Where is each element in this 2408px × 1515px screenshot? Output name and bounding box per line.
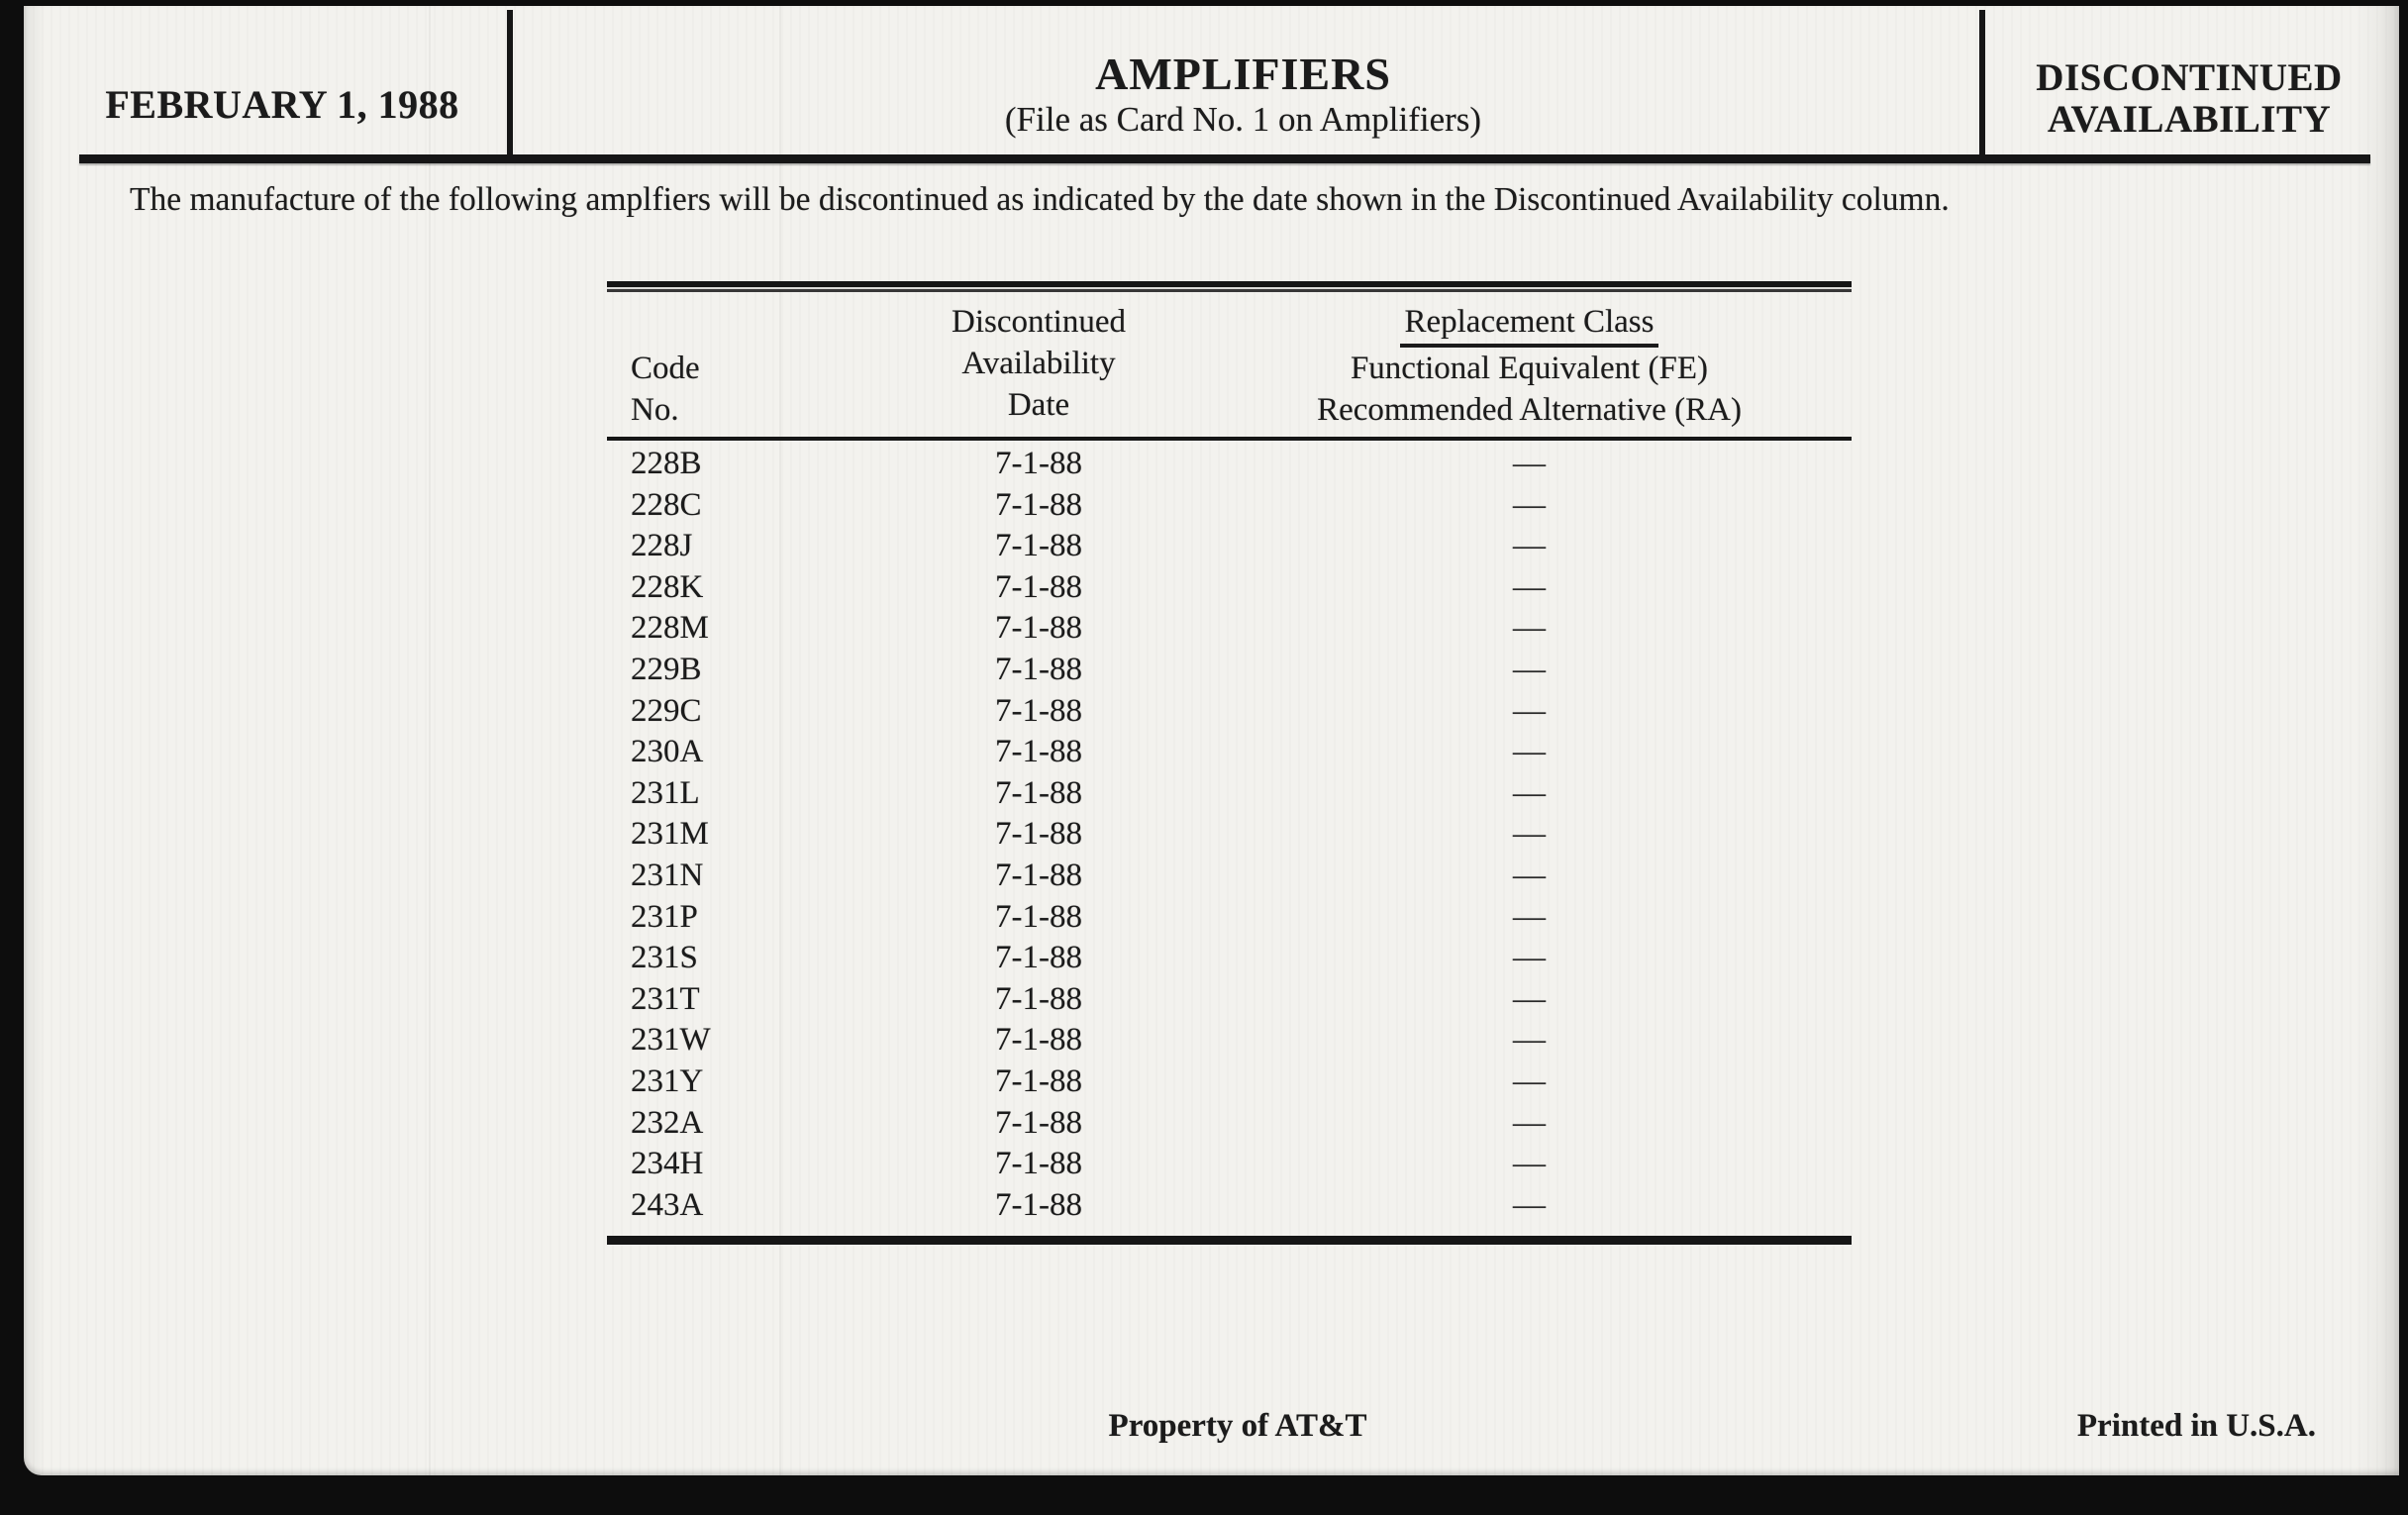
paper-card <box>24 6 2399 1475</box>
replacement-cell: — <box>1513 898 1546 935</box>
table-row <box>607 1020 1852 1061</box>
availability-date-cell: 7-1-88 <box>995 692 1082 729</box>
table-row <box>607 732 1852 773</box>
table-row <box>607 1103 1852 1145</box>
header-availability-line2: AVAILABILITY <box>2047 98 2332 142</box>
table-body <box>607 441 1852 1226</box>
printed-notice: Printed in U.S.A. <box>2076 1408 2316 1444</box>
replacement-cell: — <box>1513 816 1546 853</box>
header-title-block <box>507 6 1979 155</box>
code-no-cell: 231N <box>631 857 704 893</box>
replacement-cell: — <box>1513 734 1546 770</box>
column-header-date-line2: Availability <box>961 346 1116 381</box>
scan-crease <box>429 6 431 1475</box>
availability-date-cell: 7-1-88 <box>995 568 1082 605</box>
page-title: AMPLIFIERS <box>1095 49 1391 99</box>
card-header <box>24 6 2399 155</box>
code-no-cell: 229B <box>631 651 702 687</box>
code-no-cell: 229C <box>631 692 702 729</box>
table-row <box>607 897 1852 939</box>
availability-date-cell: 7-1-88 <box>995 486 1082 523</box>
code-no-cell: 228B <box>631 446 702 481</box>
code-no-cell: 231S <box>631 940 698 976</box>
page-subtitle: (File as Card No. 1 on Amplifiers) <box>1004 100 1482 139</box>
intro-text: The manufacture of the following amplfiers will be discontinued as indicated by the date shown in the Discontinued Availability column. <box>130 181 1950 218</box>
replacement-cell: — <box>1513 446 1546 481</box>
replacement-cell: — <box>1513 1022 1546 1059</box>
replacement-cell: — <box>1513 857 1546 893</box>
code-no-cell: 231P <box>631 898 698 935</box>
header-availability-label <box>1979 6 2399 155</box>
availability-date-cell: 7-1-88 <box>995 898 1082 935</box>
column-header-code <box>607 301 890 431</box>
code-no-cell: 230A <box>631 734 704 770</box>
property-notice: Property of AT&T <box>1108 1408 1367 1444</box>
table-row <box>607 650 1852 691</box>
availability-date-cell: 7-1-88 <box>995 1104 1082 1141</box>
table-top-rule <box>607 281 1852 289</box>
availability-date-cell: 7-1-88 <box>995 1022 1082 1059</box>
table-header <box>607 289 1852 431</box>
replacement-cell: — <box>1513 980 1546 1017</box>
table-row <box>607 773 1852 815</box>
replacement-cell: — <box>1513 1146 1546 1182</box>
availability-date-cell: 7-1-88 <box>995 816 1082 853</box>
column-header-date <box>890 301 1187 431</box>
table-row <box>607 856 1852 897</box>
column-header-code-line2: No. <box>631 392 679 428</box>
replacement-cell: — <box>1513 1186 1546 1223</box>
replacement-cell: — <box>1513 940 1546 976</box>
column-header-replacement <box>1187 301 1852 431</box>
replacement-cell: — <box>1513 692 1546 729</box>
table-row <box>607 526 1852 567</box>
code-no-cell: 231T <box>631 980 700 1017</box>
table-row <box>607 608 1852 650</box>
availability-date-cell: 7-1-88 <box>995 651 1082 687</box>
code-no-cell: 228C <box>631 486 702 523</box>
table-row <box>607 444 1852 485</box>
availability-date-cell: 7-1-88 <box>995 528 1082 564</box>
availability-date-cell: 7-1-88 <box>995 610 1082 647</box>
table-row <box>607 979 1852 1021</box>
replacement-cell: — <box>1513 774 1546 811</box>
replacement-cell: — <box>1513 1104 1546 1141</box>
table-row <box>607 485 1852 527</box>
table-row <box>607 567 1852 609</box>
table-row <box>607 814 1852 856</box>
code-no-cell: 231M <box>631 816 709 853</box>
column-header-replacement-line2: Functional Equivalent (FE) <box>1350 351 1709 386</box>
availability-date-cell: 7-1-88 <box>995 980 1082 1017</box>
code-no-cell: 231Y <box>631 1062 704 1099</box>
replacement-cell: — <box>1513 486 1546 523</box>
table-row <box>607 1061 1852 1103</box>
availability-date-cell: 7-1-88 <box>995 1062 1082 1099</box>
column-header-replacement-line3: Recommended Alternative (RA) <box>1317 392 1742 428</box>
availability-date-cell: 7-1-88 <box>995 940 1082 976</box>
column-header-replacement-line1: Replacement Class <box>1400 301 1657 348</box>
table-row <box>607 1185 1852 1227</box>
availability-date-cell: 7-1-88 <box>995 1146 1082 1182</box>
header-availability-line1: DISCONTINUED <box>2036 56 2343 99</box>
replacement-cell: — <box>1513 1062 1546 1099</box>
availability-date-cell: 7-1-88 <box>995 446 1082 481</box>
code-no-cell: 228J <box>631 528 693 564</box>
availability-date-cell: 7-1-88 <box>995 1186 1082 1223</box>
replacement-cell: — <box>1513 568 1546 605</box>
replacement-cell: — <box>1513 528 1546 564</box>
code-no-cell: 243A <box>631 1186 704 1223</box>
discontinued-table <box>607 281 1852 1245</box>
code-no-cell: 228M <box>631 610 709 647</box>
column-header-date-line1: Discontinued <box>952 304 1126 340</box>
replacement-cell: — <box>1513 651 1546 687</box>
header-date: FEBRUARY 1, 1988 <box>105 82 459 127</box>
code-no-cell: 231L <box>631 774 700 811</box>
availability-date-cell: 7-1-88 <box>995 774 1082 811</box>
card-footer <box>24 1408 2399 1452</box>
availability-date-cell: 7-1-88 <box>995 734 1082 770</box>
availability-date-cell: 7-1-88 <box>995 857 1082 893</box>
code-no-cell: 234H <box>631 1146 704 1182</box>
code-no-cell: 228K <box>631 568 704 605</box>
table-row <box>607 691 1852 733</box>
table-bottom-rule <box>607 1236 1852 1245</box>
column-header-code-line1: Code <box>631 351 700 386</box>
code-no-cell: 231W <box>631 1022 711 1059</box>
table-row <box>607 938 1852 979</box>
table-row <box>607 1144 1852 1185</box>
column-header-date-line3: Date <box>1007 387 1070 423</box>
header-rule <box>79 154 2370 163</box>
replacement-cell: — <box>1513 610 1546 647</box>
code-no-cell: 232A <box>631 1104 704 1141</box>
